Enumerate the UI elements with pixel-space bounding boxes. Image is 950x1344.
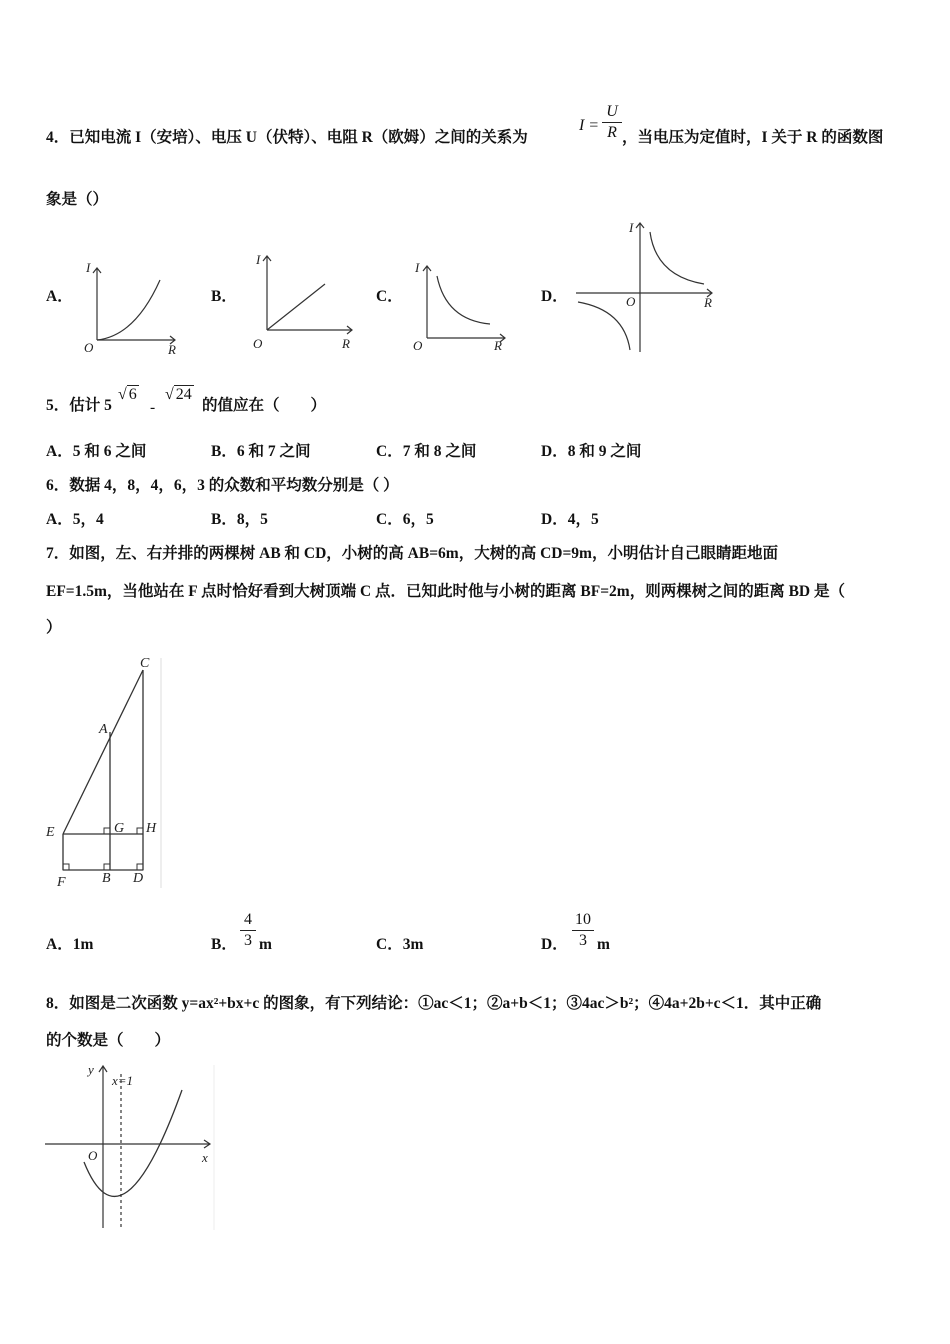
q7-option-d-fraction: 10 3 [572,911,594,950]
q5-minus: - [150,399,156,416]
q7-line3: ） [46,619,62,636]
q6-option-c[interactable]: C．6，5 [376,511,434,528]
q5-option-a[interactable]: A．5 和 6 之间 [46,443,147,460]
q7-option-b-label[interactable]: B． [211,936,237,953]
q4-formula-fraction [602,103,622,142]
q4-graph-c [410,258,510,358]
q4-line1-post: ，当电压为定值时，I 关于 R 的函数图 [622,129,884,146]
q6-option-b[interactable]: B．8，5 [211,511,268,528]
q7-label-b: B [102,871,111,886]
q4-graph-d-o-label: O [626,294,636,309]
q4-graph-b-o-label: O [253,336,263,351]
q4-option-c[interactable]: C． [376,288,403,305]
q5-text-pre: 5．估计 5 [46,397,112,414]
q7-label-a: A [99,722,108,737]
q5-sqrt-24: √ 24 [165,386,192,403]
q7-label-h: H [146,821,157,836]
q4-graph-d [570,218,720,358]
q7-option-b-fraction: 4 3 [240,911,256,950]
q5-text-post: 的值应在（ ） [202,397,327,414]
q4-option-a[interactable]: A． [46,288,73,305]
q6-option-a[interactable]: A．5，4 [46,511,104,528]
q6-text: 6．数据 4，8，4，6，3 的众数和平均数分别是（ ） [46,477,399,494]
q4-graph-c-o-label: O [413,338,423,353]
q7-option-b-unit: m [259,936,272,953]
q6-option-d[interactable]: D．4，5 [541,511,599,528]
q4-graph-c-i-label: I [415,260,420,275]
q8-label-x: x [202,1150,208,1165]
q8-line1: 8．如图是二次函数 y=ax²+bx+c 的图象，有下列结论：①ac＜1；②a+b＜1；③4ac＞b²；④4a+2b+c＜1．其中正确 [46,995,822,1012]
q4-option-d[interactable]: D． [541,288,568,305]
q4-line2: 象是（） [46,191,109,208]
q4-line1-pre: 4．已知电流 I（安培）、电压 U（伏特）、电阻 R（欧姆）之间的关系为 [46,129,528,146]
q7-option-d-label[interactable]: D． [541,936,568,953]
q5-sqrt-6: √ 6 [118,386,137,403]
q4-graph-a [80,258,180,358]
q4-graph-a-r-label: R [168,342,176,357]
q7-figure [42,650,167,890]
q7-label-c: C [140,656,150,671]
q5-option-b[interactable]: B．6 和 7 之间 [211,443,311,460]
q4-formula-denominator: R [607,124,617,141]
q4-graph-d-i-label: I [629,220,634,235]
q4-graph-c-r-label: R [494,338,502,353]
q5-option-d[interactable]: D．8 和 9 之间 [541,443,642,460]
q8-figure [42,1060,220,1235]
q4-graph-b-r-label: R [342,336,350,351]
q8-label-axis: x=1 [112,1073,134,1088]
q4-formula-lhs: I = [578,117,600,134]
q7-option-d-unit: m [597,936,610,953]
q7-line1: 7．如图，左、右并排的两棵树 AB 和 CD，小树的高 AB=6m，大树的高 CD=9m，小明估计自己眼睛距地面 [46,545,778,562]
q8-line2: 的个数是（ ） [46,1032,171,1049]
q5-option-c[interactable]: C．7 和 8 之间 [376,443,477,460]
q4-option-b[interactable]: B． [211,288,237,305]
q8-label-y: y [88,1062,94,1077]
q4-graph-b [250,248,360,356]
q7-line2: EF=1.5m，当他站在 F 点时恰好看到大树顶端 C 点．已知此时他与小树的距离 BF=2m，则两棵树之间的距离 BD 是（ [46,583,845,600]
q4-graph-a-i-label: I [86,260,91,275]
q4-graph-d-r-label: R [704,295,712,310]
q7-label-d: D [133,871,144,886]
q4-formula-numerator: U [606,103,618,120]
q7-label-e: E [46,825,55,840]
q7-label-f: F [57,875,66,890]
q7-option-c[interactable]: C．3m [376,936,424,953]
q7-label-g: G [114,821,125,836]
q8-label-o: O [88,1148,98,1163]
q4-graph-a-o-label: O [84,340,94,355]
q7-option-a[interactable]: A．1m [46,936,94,953]
q4-graph-b-i-label: I [256,252,261,267]
